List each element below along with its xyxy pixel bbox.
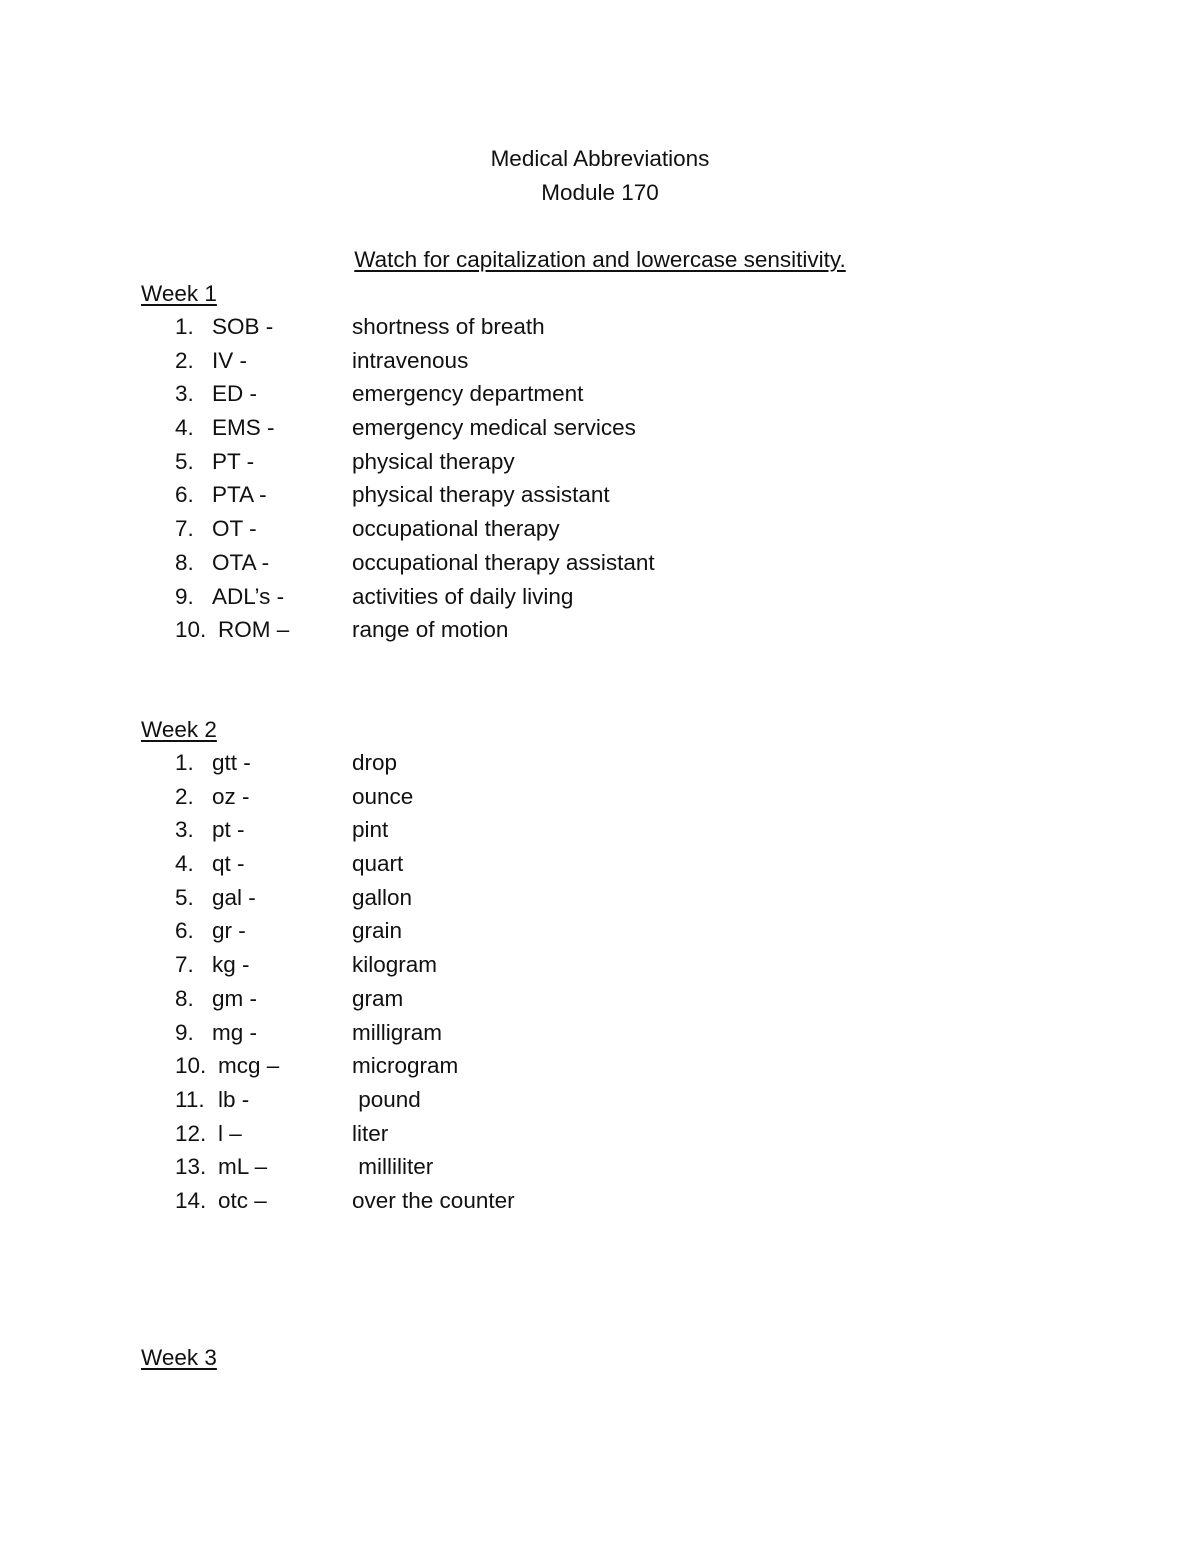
abbreviation-term: gm - — [212, 985, 257, 1011]
item-number: 2. — [175, 783, 194, 809]
abbreviation-term: oz - — [212, 783, 250, 809]
abbreviation-list-item — [0, 312, 1200, 346]
abbreviation-term: IV - — [212, 347, 248, 373]
abbreviation-definition: shortness of breath — [352, 314, 545, 339]
item-number: 3. — [175, 817, 194, 843]
item-number: 9. — [175, 1019, 194, 1045]
abbreviation-list-item — [0, 413, 1200, 447]
abbreviation-term: l – — [218, 1120, 242, 1146]
abbreviation-definition: grain — [352, 918, 403, 944]
item-number: 6. — [175, 918, 194, 944]
item-number: 7. — [175, 516, 194, 542]
abbreviation-definition: kilogram — [352, 952, 438, 978]
abbreviation-term: ADL’s - — [212, 583, 285, 609]
abbreviation-term: EMS - — [212, 415, 275, 441]
abbreviation-term: pt - — [212, 817, 245, 843]
abbreviation-term: PTA - — [212, 482, 267, 508]
abbreviation-definition: liter — [352, 1120, 389, 1146]
abbreviation-list-item — [0, 984, 1200, 1018]
abbreviation-list-item — [0, 950, 1200, 984]
abbreviation-definition: microgram — [352, 1053, 459, 1079]
abbreviation-definition: emergency department — [352, 381, 584, 407]
item-number: 4. — [175, 851, 194, 877]
item-number: 9. — [175, 583, 194, 609]
abbreviation-definition: physical therapy — [352, 448, 515, 474]
abbreviation-definition: pound — [352, 1086, 421, 1112]
item-number: 10. — [175, 1053, 207, 1079]
abbreviation-definition: emergency medical services — [352, 415, 636, 441]
item-number: 1. — [175, 314, 194, 339]
abbreviation-list-item — [0, 1051, 1200, 1085]
item-number: 3. — [175, 381, 194, 407]
abbreviation-list-item — [0, 1085, 1200, 1119]
case-sensitivity-note: Watch for capitalization and lowercase sensitivity. — [354, 247, 846, 272]
abbreviation-definition: physical therapy assistant — [352, 482, 610, 508]
abbreviation-list-item — [0, 916, 1200, 950]
abbreviation-definition: intravenous — [352, 347, 469, 373]
week-1-list — [0, 312, 1200, 649]
abbreviation-list-item — [0, 514, 1200, 548]
abbreviation-list-item — [0, 1152, 1200, 1186]
abbreviation-list-item — [0, 615, 1200, 649]
abbreviation-list-item — [0, 548, 1200, 582]
abbreviation-definition: occupational therapy — [352, 516, 560, 542]
week-1-heading: Week 1 — [141, 281, 217, 306]
item-number: 2. — [175, 347, 194, 373]
abbreviation-list-item — [0, 1119, 1200, 1153]
abbreviation-list-item — [0, 379, 1200, 413]
abbreviation-definition: ounce — [352, 783, 414, 809]
item-number: 14. — [175, 1187, 207, 1213]
item-number: 5. — [175, 448, 194, 474]
item-number: 4. — [175, 415, 194, 441]
week-3-heading: Week 3 — [141, 1345, 217, 1370]
abbreviation-list-item — [0, 582, 1200, 616]
abbreviation-list-item — [0, 480, 1200, 514]
module-subtitle: Module 170 — [541, 180, 659, 205]
abbreviation-definition: gram — [352, 985, 404, 1011]
abbreviation-term: gal - — [212, 884, 256, 910]
abbreviation-list-item — [0, 346, 1200, 380]
abbreviation-list-item — [0, 849, 1200, 883]
item-number: 11. — [175, 1086, 205, 1112]
item-number: 12. — [175, 1120, 207, 1146]
document-title: Medical Abbreviations — [490, 146, 710, 171]
abbreviation-term: OT - — [212, 516, 257, 542]
abbreviation-definition: milligram — [352, 1019, 442, 1045]
abbreviation-term: gr - — [212, 918, 246, 944]
abbreviation-term: OTA - — [212, 549, 270, 575]
abbreviation-definition: quart — [352, 851, 404, 877]
abbreviation-definition: activities of daily living — [352, 583, 574, 609]
abbreviation-term: ROM – — [218, 617, 290, 643]
abbreviation-list-item — [0, 1186, 1200, 1220]
abbreviation-definition: milliliter — [352, 1154, 434, 1180]
abbreviation-definition: pint — [352, 817, 389, 843]
abbreviation-term: mcg – — [218, 1053, 280, 1079]
abbreviation-definition: occupational therapy assistant — [352, 549, 655, 575]
abbreviation-list-item — [0, 1018, 1200, 1052]
abbreviation-list-item — [0, 883, 1200, 917]
item-number: 6. — [175, 482, 194, 508]
abbreviation-definition: gallon — [352, 884, 413, 910]
abbreviation-term: otc – — [218, 1187, 267, 1213]
item-number: 8. — [175, 549, 194, 575]
abbreviation-list-item — [0, 815, 1200, 849]
item-number: 13. — [175, 1154, 207, 1180]
item-number: 1. — [175, 750, 194, 775]
abbreviation-definition: drop — [352, 750, 398, 775]
abbreviation-term: gtt - — [212, 750, 251, 775]
abbreviation-term: PT - — [212, 448, 255, 474]
item-number: 8. — [175, 985, 194, 1011]
abbreviation-list-item — [0, 447, 1200, 481]
abbreviation-term: kg - — [212, 952, 250, 978]
item-number: 5. — [175, 884, 194, 910]
abbreviation-term: lb - — [218, 1086, 250, 1112]
abbreviation-term: SOB - — [212, 314, 274, 339]
week-2-heading: Week 2 — [141, 717, 217, 742]
abbreviation-term: ED - — [212, 381, 257, 407]
abbreviation-definition: range of motion — [352, 617, 509, 643]
item-number: 7. — [175, 952, 194, 978]
abbreviation-term: qt - — [212, 851, 245, 877]
abbreviation-list-item — [0, 748, 1200, 782]
abbreviation-definition: over the counter — [352, 1187, 515, 1213]
week-2-list — [0, 748, 1200, 1220]
abbreviation-list-item — [0, 782, 1200, 816]
abbreviation-term: mL – — [218, 1154, 268, 1180]
item-number: 10. — [175, 617, 207, 643]
abbreviation-term: mg - — [212, 1019, 257, 1045]
